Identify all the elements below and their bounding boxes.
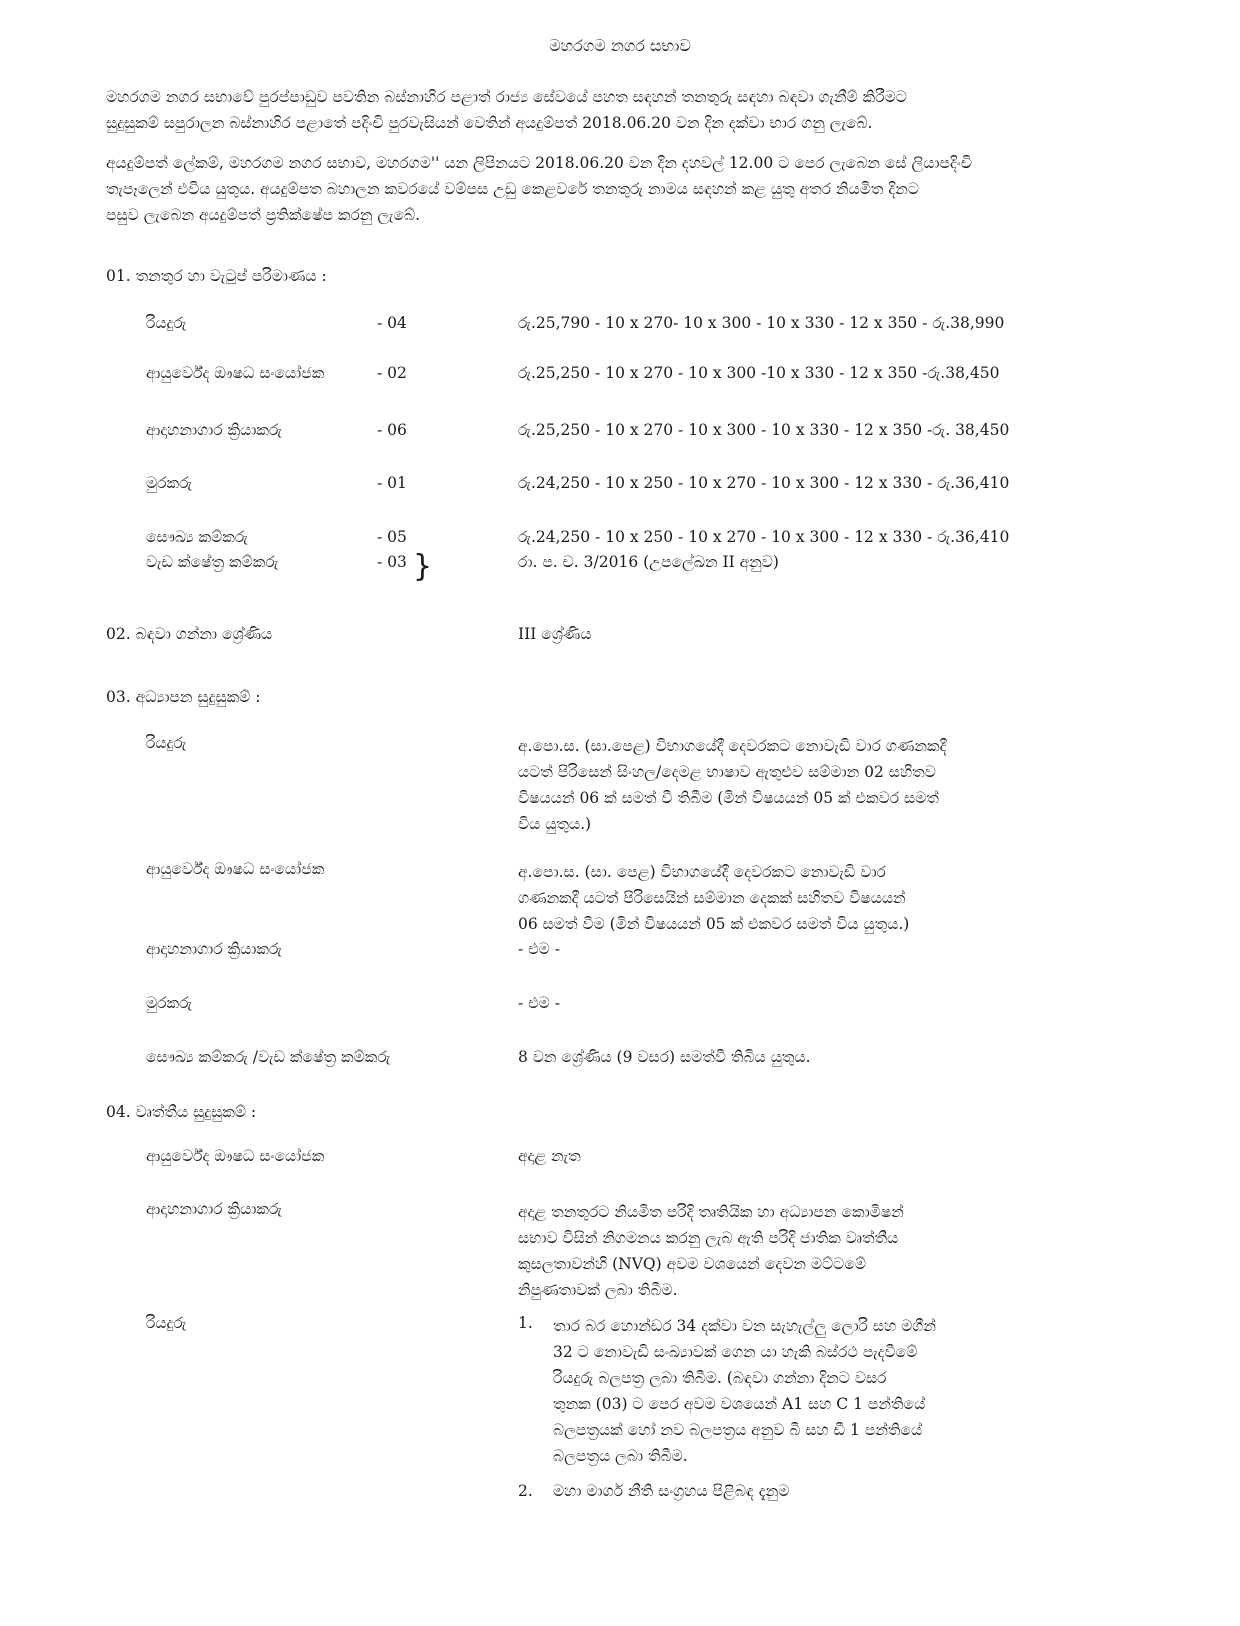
salary-scale: රු.25,250 - 10 x 270 - 10 x 300 - 10 x 330 - 12 x 350 -රු. 38,450	[518, 421, 1010, 439]
list-item-line: බලපත්‍රයක් හෝ නව බලපත්‍රය අනුව බී සහ ඩී 1 පන්තියේ	[553, 1421, 923, 1439]
post-count: - 04	[377, 314, 407, 332]
qualification-text	[518, 733, 1018, 837]
professional-line: කුසලතාවන්හි (NVQ) අවම වශයෙන් දෙවන මට්ටමේ	[518, 1255, 867, 1273]
salary-scale: රු.25,250 - 10 x 270 - 10 x 300 -10 x 330 - 12 x 350 -රු.38,450	[518, 364, 1000, 382]
list-item-line: බලපත්‍රය ලබා තිබීම.	[553, 1447, 688, 1465]
post-count: - 01	[377, 474, 407, 492]
qualification-line: විෂයයන් 06 ක් සමත් වී තිබීම (මින් විෂයයන් 05 ක් එකවර සමත්	[518, 789, 939, 807]
section-heading-posts-salary: 01. තනතුර හා වැටුප් පරිමාණය :	[106, 267, 327, 285]
salary-scale: රු.24,250 - 10 x 250 - 10 x 270 - 10 x 300 - 12 x 330 - රු.36,410	[518, 474, 1010, 492]
qualification-same: - එම -	[518, 940, 560, 958]
intro-paragraph-1	[106, 84, 1134, 136]
post-label: ආයුර්වේද ඖෂධ සංයෝජක	[146, 860, 325, 878]
professional-line: අදාළ තනතුරට නියමිත පරිදි තෘතියික හා අධ්‍යාපන කොමිෂන්	[518, 1203, 904, 1221]
page-title: මහරගම නගර සභාව	[549, 36, 691, 55]
post-label: සෞඛ්‍ය කම්කරු /වැඩ ක්ෂේත්‍ර කම්කරු	[146, 1048, 391, 1066]
post-count: - 05	[377, 528, 407, 546]
qualification-line: ගණනකදී යටත් පිරිසෙයින් සම්මාන දෙකක් සහිතව විෂයයන්	[518, 889, 906, 907]
post-label: ආදාහනාගාර ක්‍රියාකරු	[146, 940, 282, 958]
post-label: මුරකරු	[146, 474, 193, 492]
post-label: ආදාහනාගාර ක්‍රියාකරු	[146, 421, 282, 439]
list-item-line: තුනක (03) ට පෙර අවම වශයෙන් A1 සහ C 1 පන්තියේ	[553, 1395, 926, 1413]
intro-line: මහරගම නගර සභාවේ පුරප්පාඩුව පවතින බස්නාහිර පළාත් රාජ්‍ය සේවයේ පහත සඳහන් තනතුරු සඳහා බඳවා ගැනීම් කිරීමට	[106, 88, 907, 106]
intro-line: පසුව ලැබෙන අයදුම්පත් ප්‍රතික්ෂේප කරනු ලැබේ.	[106, 206, 421, 224]
qualification-text: 8 වන ශ්‍රේණිය (9 වසර) සමත්වී තිබිය යුතුය.	[518, 1048, 811, 1066]
salary-scale: රු.24,250 - 10 x 250 - 10 x 270 - 10 x 300 - 12 x 330 - රු.36,410	[518, 528, 1010, 546]
intro-paragraph-2	[106, 150, 1134, 228]
qualification-line: අ.පො.ස. (සා.පෙළ) විභාගයේදී දෙවරකට නොවැඩි වාර ගණනකදී	[518, 737, 947, 755]
section-heading-professional: 04. වෘත්තීය සුදුසුකම් :	[106, 1103, 257, 1121]
section-heading-education: 03. අධ්‍යාපන සුදුසුකම් :	[106, 688, 261, 706]
post-label: ආදාහනාගාර ක්‍රියාකරු	[146, 1200, 282, 1218]
post-count: - 02	[377, 364, 407, 382]
qualification-text	[518, 859, 1018, 937]
intro-line: තැපෑලෙන් එවිය යුතුය. අයදුම්පත බහාලන කවරයේ වම්පස උඩු කෙළවරේ තනතුරු නාමය සඳහන් කළ යුතු අතර නියමිත දිනට	[106, 180, 920, 198]
professional-line: සභාව විසින් නිගමනය කරනු ලැබ ඇති පරිදි ජාතික වෘත්තීය	[518, 1229, 899, 1247]
list-item: මහා මාර්ග නීති සංග්‍රහය පිළිබඳ දැනුම	[553, 1482, 790, 1500]
list-number: 1.	[518, 1314, 533, 1332]
list-item-line: තාර බර හොන්ඩර 34 දක්වා වන සැහැල්ලු ලොරි සහ මගීන්	[553, 1317, 936, 1335]
post-label: ආයුර්වේද ඖෂධ සංයෝජක	[146, 364, 325, 382]
list-item-line: රියදුරු බලපත්‍ර ලබා තිබීම. (බඳවා ගන්නා දිනට වසර	[553, 1369, 887, 1387]
list-item	[553, 1313, 1019, 1469]
post-count: - 03	[377, 553, 407, 571]
qualification-line: අ.පො.ස. (සා. පෙළ) විභාගයේදී දෙවරකට නොවැඩි වාර	[518, 863, 886, 881]
post-label: වැඩ ක්ෂේත්‍ර කම්කරු	[146, 553, 279, 571]
list-number: 2.	[518, 1482, 533, 1500]
post-label: රියදුරු	[146, 314, 187, 332]
post-label: රියදුරු	[146, 734, 187, 752]
post-label: මුරකරු	[146, 994, 193, 1012]
grade-value: III ශ්‍රේණිය	[518, 625, 592, 643]
post-label: ආයුර්වේද ඖෂධ සංයෝජක	[146, 1147, 325, 1165]
list-item-line: 32 ට නොවැඩි සංඛ්‍යාවක් ගෙන යා හැකි බස්රථ පැදවීමේ	[553, 1343, 918, 1361]
post-count: - 06	[377, 421, 407, 439]
qualification-line: 06 සමත් වීම (මින් විෂයයන් 05 ක් එකවර සමත් විය යුතුය.)	[518, 915, 910, 933]
qualification-same: - එම -	[518, 994, 560, 1012]
salary-scale: රා. ප. ච. 3/2016 (උපලේඛන II අනුව)	[518, 553, 779, 571]
professional-text: අදාළ නැත	[518, 1147, 581, 1165]
professional-line: නිපුණතාවක් ලබා තිබීම.	[518, 1281, 678, 1299]
post-label: රියදුරු	[146, 1314, 187, 1332]
section-heading-grade: 02. බඳවා ගන්නා ශ්‍රේණිය	[106, 625, 273, 643]
intro-line: අයදුම්පත් ලේකම්, මහරගම නගර සභාව, මහරගම'' යන ලිපිනයට 2018.06.20 වන දින දහවල් 12.00 ට පෙර ලැබෙන සේ ලියාපදිංචි	[106, 154, 972, 172]
qualification-line: යටත් පිරිසෙන් සිංහල/දෙමළ භාෂාව ඇතුළුව සම්මාන 02 සහිතව	[518, 763, 936, 781]
professional-text	[518, 1199, 1018, 1303]
post-label: සෞඛ්‍ය කම්කරු	[146, 528, 248, 546]
qualification-line: විය යුතුය.)	[518, 815, 592, 833]
salary-scale: රු.25,790 - 10 x 270- 10 x 300 - 10 x 330 - 12 x 350 - රු.38,990	[518, 314, 1005, 332]
grouping-brace: }	[413, 549, 433, 584]
intro-line: සුදුසුකම් සපුරාලන බස්නාහිර පළාතේ පදිංචි පුරවැසියන් වෙතින් අයදුම්පත් 2018.06.20 වන දින දක්වා භාර ගනු ලැබේ.	[106, 114, 873, 132]
